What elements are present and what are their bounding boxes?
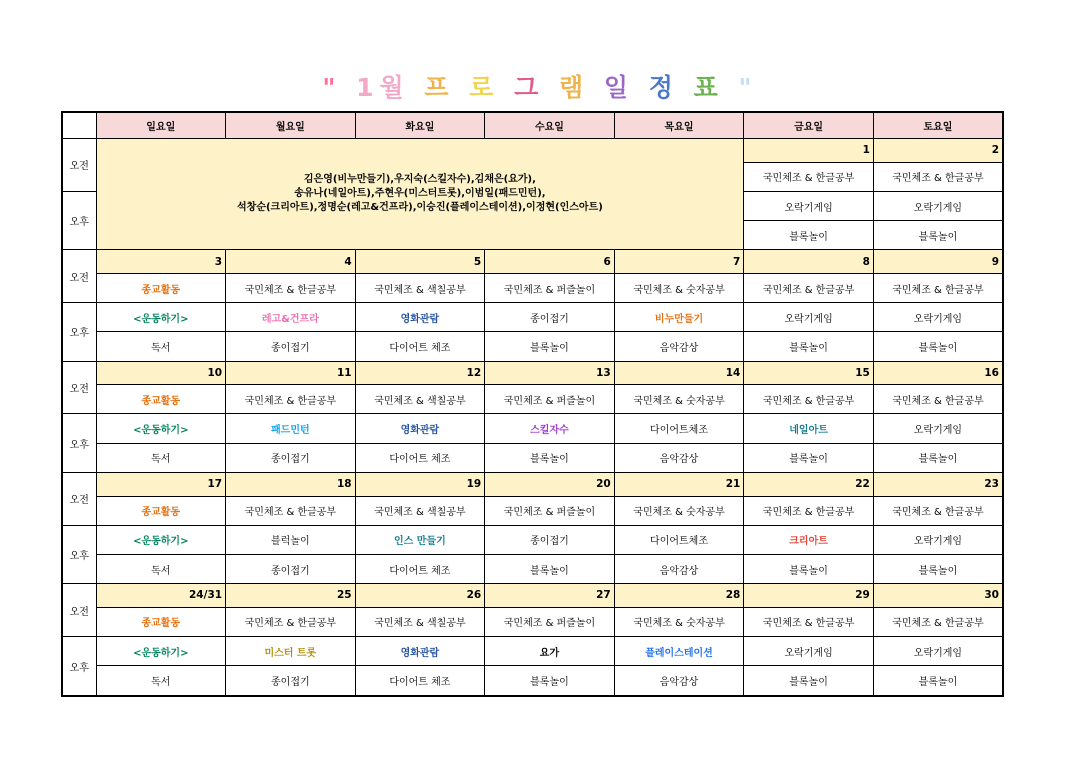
activity-cell: 요가: [485, 637, 615, 666]
date-cell: 30: [873, 584, 1003, 608]
activity-cell: 오락기게임: [873, 637, 1003, 666]
activity-cell: 레고&건프라: [226, 303, 356, 332]
activity-cell: 음악감상: [614, 666, 744, 696]
activity-cell: 국민체조 & 한글공부: [744, 274, 874, 303]
notice-line: 석창순(크리아트),정명순(레고&건프라),이승진(플레이스테이션),이정현(인스아트): [237, 202, 603, 214]
activity-cell: 블록놀이: [873, 332, 1003, 361]
activity-cell: 국민체조 & 퍼즐놀이: [485, 385, 615, 414]
activity-cell: 국민체조 & 한글공부: [873, 607, 1003, 636]
activity-cell: 블록놀이: [873, 221, 1003, 250]
activity-cell: 영화관람: [355, 414, 485, 443]
activity-cell: 국민체조 & 숫자공부: [614, 274, 744, 303]
activity-cell: 블록놀이: [873, 666, 1003, 696]
date-cell: 2: [873, 139, 1003, 163]
activity-cell: 블록놀이: [873, 443, 1003, 472]
activity-cell: 블록놀이: [485, 443, 615, 472]
activity-cell: 다이어트 체조: [355, 443, 485, 472]
activity-cell: 국민체조 & 색칠공부: [355, 385, 485, 414]
corner-cell: [62, 112, 96, 139]
date-cell: 23: [873, 472, 1003, 496]
activity-cell: 음악감상: [614, 443, 744, 472]
activity-cell: 블록놀이: [485, 332, 615, 361]
activity-cell: 국민체조 & 한글공부: [744, 607, 874, 636]
date-cell: 29: [744, 584, 874, 608]
title-char: 프: [424, 73, 455, 102]
activity-cell: 블럭놀이: [226, 525, 356, 554]
date-cell: 14: [614, 361, 744, 385]
date-cell: 5: [355, 250, 485, 274]
activity-cell: 오락기게임: [744, 191, 874, 220]
activity-cell: 국민체조 & 색칠공부: [355, 607, 485, 636]
date-cell: 27: [485, 584, 615, 608]
activity-cell: 음악감상: [614, 332, 744, 361]
activity-cell: 플레이스테이션: [614, 637, 744, 666]
activity-cell: 국민체조 & 한글공부: [744, 162, 874, 191]
activity-cell: 블록놀이: [485, 554, 615, 583]
activity-cell: 국민체조 & 한글공부: [226, 274, 356, 303]
date-cell: 15: [744, 361, 874, 385]
activity-cell: 국민체조 & 한글공부: [873, 162, 1003, 191]
activity-cell: 국민체조 & 한글공부: [873, 385, 1003, 414]
activity-cell: <운동하기>: [96, 525, 226, 554]
activity-cell: 오락기게임: [873, 414, 1003, 443]
instructor-notice: [96, 139, 744, 250]
date-cell: 12: [355, 361, 485, 385]
activity-cell: 크리아트: [744, 525, 874, 554]
day-header-wed: 수요일: [485, 112, 615, 139]
activity-cell: 다이어트 체조: [355, 666, 485, 696]
activity-cell: 인스 만들기: [355, 525, 485, 554]
page-title: [0, 68, 1080, 104]
date-cell: 16: [873, 361, 1003, 385]
title-close-mark: ": [738, 73, 758, 102]
period-am: 오전: [62, 139, 96, 192]
activity-cell: 영화관람: [355, 303, 485, 332]
activity-cell: 종교활동: [96, 274, 226, 303]
activity-cell: 종교활동: [96, 385, 226, 414]
activity-cell: 국민체조 & 한글공부: [226, 496, 356, 525]
activity-cell: 오락기게임: [873, 191, 1003, 220]
activity-cell: 블록놀이: [744, 666, 874, 696]
title-char: 1월: [356, 73, 410, 102]
activity-cell: 독서: [96, 554, 226, 583]
notice-line: 송유나(네일아트),주현우(미스터트롯),이범일(패드민턴),: [294, 188, 546, 200]
date-cell: 11: [226, 361, 356, 385]
date-cell: 18: [226, 472, 356, 496]
title-char: 정: [648, 73, 679, 102]
period-am: 오전: [62, 250, 96, 303]
activity-cell: 국민체조 & 한글공부: [226, 607, 356, 636]
period-pm: 오후: [62, 637, 96, 696]
activity-cell: 종교활동: [96, 496, 226, 525]
activity-cell: 국민체조 & 숫자공부: [614, 607, 744, 636]
activity-cell: 오락기게임: [744, 303, 874, 332]
activity-cell: 음악감상: [614, 554, 744, 583]
activity-cell: <운동하기>: [96, 414, 226, 443]
date-cell: 22: [744, 472, 874, 496]
date-cell: 26: [355, 584, 485, 608]
activity-cell: 국민체조 & 퍼즐놀이: [485, 496, 615, 525]
date-cell: 8: [744, 250, 874, 274]
date-cell: 21: [614, 472, 744, 496]
date-cell: 28: [614, 584, 744, 608]
date-cell: 17: [96, 472, 226, 496]
notice-line: 김은영(비누만들기),우지숙(스킬자수),김채은(요가),: [303, 174, 536, 186]
activity-cell: 블록놀이: [744, 554, 874, 583]
title-char: 표: [693, 73, 724, 102]
activity-cell: 국민체조 & 퍼즐놀이: [485, 274, 615, 303]
activity-cell: 국민체조 & 한글공부: [226, 385, 356, 414]
period-am: 오전: [62, 361, 96, 414]
activity-cell: 국민체조 & 한글공부: [744, 496, 874, 525]
activity-cell: 종이접기: [485, 303, 615, 332]
date-cell: 3: [96, 250, 226, 274]
period-am: 오전: [62, 472, 96, 525]
activity-cell: 독서: [96, 443, 226, 472]
title-char: 로: [469, 73, 500, 102]
activity-cell: 종이접기: [485, 525, 615, 554]
activity-cell: 국민체조 & 색칠공부: [355, 274, 485, 303]
activity-cell: 블록놀이: [744, 332, 874, 361]
activity-cell: 미스터 트롯: [226, 637, 356, 666]
day-header-thu: 목요일: [614, 112, 744, 139]
activity-cell: 국민체조 & 퍼즐놀이: [485, 607, 615, 636]
activity-cell: 독서: [96, 332, 226, 361]
activity-cell: 스킬자수: [485, 414, 615, 443]
date-cell: 20: [485, 472, 615, 496]
day-header-fri: 금요일: [744, 112, 874, 139]
activity-cell: 오락기게임: [873, 303, 1003, 332]
activity-cell: 오락기게임: [873, 525, 1003, 554]
date-cell: 10: [96, 361, 226, 385]
period-pm: 오후: [62, 191, 96, 249]
date-cell: 4: [226, 250, 356, 274]
date-cell: 9: [873, 250, 1003, 274]
activity-cell: 블록놀이: [485, 666, 615, 696]
activity-cell: 다이어트체조: [614, 414, 744, 443]
activity-cell: 영화관람: [355, 637, 485, 666]
period-pm: 오후: [62, 525, 96, 583]
activity-cell: 다이어트체조: [614, 525, 744, 554]
activity-cell: 패드민턴: [226, 414, 356, 443]
activity-cell: 종이접기: [226, 554, 356, 583]
activity-cell: 종이접기: [226, 666, 356, 696]
activity-cell: 다이어트 체조: [355, 554, 485, 583]
date-cell: 24/31: [96, 584, 226, 608]
title-char: 일: [603, 73, 635, 102]
activity-cell: 다이어트 체조: [355, 332, 485, 361]
date-cell: 1: [744, 139, 874, 163]
activity-cell: 종교활동: [96, 607, 226, 636]
activity-cell: 국민체조 & 숫자공부: [614, 385, 744, 414]
activity-cell: 블록놀이: [744, 443, 874, 472]
title-char: 그: [514, 73, 545, 102]
activity-cell: 국민체조 & 숫자공부: [614, 496, 744, 525]
period-pm: 오후: [62, 303, 96, 361]
date-cell: 7: [614, 250, 744, 274]
activity-cell: 국민체조 & 색칠공부: [355, 496, 485, 525]
activity-cell: 국민체조 & 한글공부: [873, 496, 1003, 525]
activity-cell: 국민체조 & 한글공부: [873, 274, 1003, 303]
title-char: 램: [559, 73, 590, 102]
activity-cell: <운동하기>: [96, 637, 226, 666]
activity-cell: 블록놀이: [873, 554, 1003, 583]
date-cell: 25: [226, 584, 356, 608]
activity-cell: 독서: [96, 666, 226, 696]
day-header-sun: 일요일: [96, 112, 226, 139]
period-pm: 오후: [62, 414, 96, 472]
activity-cell: 종이접기: [226, 332, 356, 361]
activity-cell: 오락기게임: [744, 637, 874, 666]
activity-cell: 블록놀이: [744, 221, 874, 250]
activity-cell: 국민체조 & 한글공부: [744, 385, 874, 414]
title-open-mark: ": [322, 73, 342, 102]
date-cell: 19: [355, 472, 485, 496]
activity-cell: 비누만들기: [614, 303, 744, 332]
activity-cell: 종이접기: [226, 443, 356, 472]
day-header-tue: 화요일: [355, 112, 485, 139]
activity-cell: <운동하기>: [96, 303, 226, 332]
date-cell: 6: [485, 250, 615, 274]
day-header-sat: 토요일: [873, 112, 1003, 139]
activity-cell: 네일아트: [744, 414, 874, 443]
day-header-mon: 월요일: [226, 112, 356, 139]
date-cell: 13: [485, 361, 615, 385]
schedule-table: [61, 111, 1004, 697]
period-am: 오전: [62, 584, 96, 637]
